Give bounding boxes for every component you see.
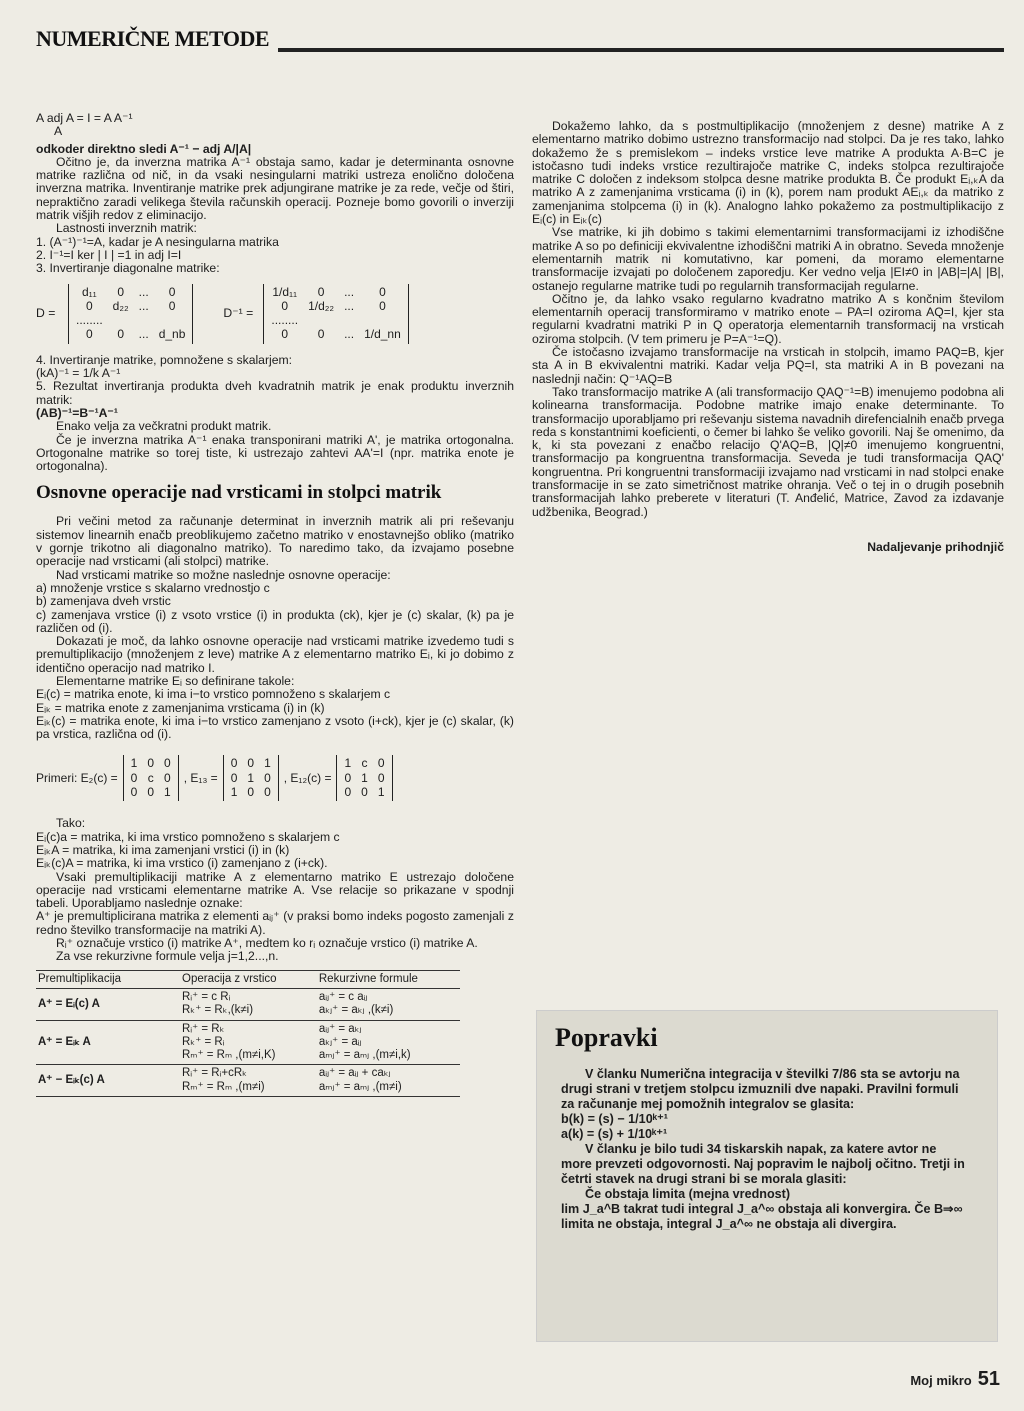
table-header: Rekurzivne formule xyxy=(317,970,460,988)
paragraph-dokazati: Dokazati je moč, da lahko osnovne operacije nad vrsticami matrike izvedemo tudi s premultiplikacijo (množenjem z leve) matrike A z elementarno matriko Eᵢ, ki jo dobimo z identično operacijo nad matriko I. xyxy=(36,634,514,675)
matrix-cell: ... xyxy=(138,327,149,342)
matrix-cell: 0 xyxy=(147,756,155,771)
matrix-cell: 1/d₂₂ xyxy=(308,298,335,313)
definition-3: Eᵢₖ(c) = matrika enote, ki ima i−to vrstico zamenjano z vsoto (i+ck), kjer je (c) skalar, (k) pa vrstica, različna od (i). xyxy=(36,713,514,742)
paragraph-pri: Pri večini metod za računanje determinat in inverznih matrik ali pri reševanju sistemov linearnih enačb preoblikujemo začetno matriko v enostavnejšo obliko (matriko v gornje trikotno ali diagonalno matriko). To naredimo tako, da izvajamo posebne operacije nad vrsticami (ali stolpci) matrike. xyxy=(36,514,514,569)
example-matrices xyxy=(36,755,514,801)
page-number: 51 xyxy=(977,1368,1000,1390)
matrix-cell: 0 xyxy=(130,785,138,800)
matrix-cell: 0 xyxy=(379,298,386,313)
table-row: A⁺ = Eᵢ(c) A Rᵢ⁺ = c Rᵢ Rₖ⁺ = Rₖ,(k≠i) aᵢⱼ⁺ = c aᵢⱼ aₖⱼ⁺ = aₖⱼ ,(k≠i) xyxy=(36,988,460,1020)
matrix-cell: 0 xyxy=(117,284,125,299)
diagonal-matrices xyxy=(36,284,514,344)
example-e12-label: , E₁₂(c) = xyxy=(283,770,332,785)
matrix-cell: 0 xyxy=(361,785,368,800)
matrix-cell: 0 xyxy=(130,770,138,785)
operation-b: b) zamenjava dveh vrstic xyxy=(36,594,171,609)
equation-k: (kA)⁻¹ = 1/k A⁻¹ xyxy=(36,366,121,381)
paragraph-vse: Vse matrike, ki jih dobimo s takimi elementarnimi transformacijami iz izhodiščne matrike A so po definiciji ekvivalentne izhodiščni matriki A in obratno. Seveda množenje elementarnih matrik ni komutativno, kar pomeni, da moramo elementarne transformacije izvajati po določenem zaporedju. Ker vedno velja |EI≠0 in |AB|=|A| |B|, ostanejo regularne matrike tudi po regularnih transformacijah regularne. xyxy=(532,225,1004,293)
definition-1: Eᵢ(c) = matrika enote, ki ima i−to vrstico pomnoženo s skalarjem c xyxy=(36,687,391,702)
matrix-dinv xyxy=(263,284,408,344)
matrix-cell: ... xyxy=(344,284,355,299)
matrix-d-label: D = xyxy=(36,306,56,320)
matrix-cell: 0 xyxy=(147,785,155,800)
matrix-cell: 0 xyxy=(164,770,171,785)
matrix-cell: 1 xyxy=(230,785,238,800)
magazine-name: Moj mikro xyxy=(910,1373,972,1388)
matrix-cell: 0 xyxy=(377,756,385,771)
matrix-cell: 1 xyxy=(361,770,368,785)
matrix-cell: d₁₁ xyxy=(81,284,97,299)
matrix-cell: ... xyxy=(344,298,355,313)
recursive-formulas-table xyxy=(36,970,460,1097)
matrix-cell: 0 xyxy=(117,327,125,342)
matrix-cell: c xyxy=(147,770,154,785)
example-label: Primeri: E₂(c) = xyxy=(36,770,118,785)
matrix-e2c xyxy=(123,755,179,801)
matrix-cell: 0 xyxy=(230,756,238,771)
operation-c: c) zamenjava vrstice (i) z vsoto vrstice (i) in produkta (ck), kjer je (c) skalar, (k) pa je različen od (i). xyxy=(36,607,514,635)
corrections-title: Popravki xyxy=(555,1023,658,1052)
table-header: Premultiplikacija xyxy=(36,970,180,988)
matrix-cell: ........ xyxy=(271,313,299,328)
tako-2: EᵢₖA = matrika, ki ima zamenjani vrstici (i) in (k) xyxy=(36,842,290,857)
formula-a: a(k) = (s) + 1/10ᵏ⁺¹ xyxy=(561,1127,668,1141)
matrix-cell: 0 xyxy=(379,284,386,299)
matrix-cell: 0 xyxy=(317,327,325,342)
matrix-cell: ... xyxy=(344,327,355,342)
corrections-body: V članku Numerična integracija v številki 7/86 sta se avtorju na drugi strani v tretjem stolpcu izmuznili dve napaki. Pravilni formuli za računanje mej pomožnih integralov se glasita: b(k) = (s) − 1/10ᵏ⁺¹ a(k) = (s) + 1/10ᵏ⁺¹ V članku je bilo tudi 34 tiskarskih napak, za katere avtor ne more prevzeti odgovornosti. Naj popravim le najbolj očitno. Tretji in četrti stavek na drugi strani bi se morala glasiti: Če obstaja limita (mejna vrednost) lim J_a^B takrat tudi integral J_a^∞ obstaja ali konvergira. Če B⇒∞ limita ne obstaja, integral J_a^∞ ne obstaja ali divergira. xyxy=(561,1067,967,1232)
matrix-cell: 1 xyxy=(164,785,171,800)
matrix-d xyxy=(68,284,193,344)
table-row: A⁺ = Eᵢₖ A Rᵢ⁺ = Rₖ Rₖ⁺ = Rᵢ Rₘ⁺ = Rₘ ,(m≠i,K) aᵢⱼ⁺ = aₖⱼ aₖⱼ⁺ = aᵢⱼ aₘⱼ⁺ = aₘⱼ ,(m≠i,k) xyxy=(36,1020,460,1065)
paragraph-ri: Rᵢ⁺ označuje vrstico (i) matrike A⁺, medtem ko rᵢ označuje vrstico (i) matrike A. xyxy=(56,936,478,951)
matrix-cell: 0 xyxy=(281,327,289,342)
page-header xyxy=(36,26,1004,58)
matrix-cell xyxy=(344,314,354,327)
formula-b: b(k) = (s) − 1/10ᵏ⁺¹ xyxy=(561,1112,668,1126)
matrix-e13 xyxy=(223,755,279,801)
table-row: A⁺ − Eᵢₖ(c) A Rᵢ⁺ = Rᵢ+cRₖ Rₘ⁺ = Rₘ ,(m≠i) aᵢⱼ⁺ = aᵢⱼ + caₖⱼ aₘⱼ⁺ = aₘⱼ ,(m≠i) xyxy=(36,1065,460,1097)
matrix-cell: 0 xyxy=(344,785,352,800)
right-column xyxy=(532,120,1004,554)
matrix-cell: 1/d_nn xyxy=(364,327,401,342)
matrix-cell: 0 xyxy=(85,298,93,313)
matrix-cell: 1 xyxy=(264,756,271,771)
paragraph-nad: Nad vrsticami matrike so možne naslednje osnovne operacije: xyxy=(56,567,391,582)
paragraph-ocitno-2: Očitno je, da lahko vsako regularno kvadratno matriko A s končnim številom elementarnih operacij transformiramo v matriko enote – PA=I oziroma AQ=I, kjer sta regularni kvadratni matriki P in Q operatorja elementarnih transformacij na vrsticah oziroma stolpcih. (V tem primeru je P=A⁻¹=Q). xyxy=(532,291,1004,346)
example-e13-label: , E₁₃ = xyxy=(183,770,218,785)
section-heading: Osnovne operacije nad vrsticami in stolpci matrik xyxy=(36,482,442,504)
property-4: 4. Invertiranje matrike, pomnožene s skalarjem: xyxy=(36,352,293,367)
matrix-cell: 0 xyxy=(247,785,255,800)
property-2: 2. I⁻¹=I ker | I | =1 in adj I=I xyxy=(36,247,182,262)
left-column xyxy=(36,108,514,1097)
matrix-cell: 0 xyxy=(85,327,93,342)
matrix-cell xyxy=(159,314,186,327)
property-3: 3. Invertiranje diagonalne matrike: xyxy=(36,261,220,276)
paragraph-dokazemo: Dokažemo lahko, da s postmultiplikacijo (množenjem z desne) matrike A z elementarno matriko dobimo ustrezno transformacijo nad stolpci. Da je res tako, lahko dokažemo že s premislekom – indeks vrstice leve matrike A produkta A·B=C je istočasno tudi indeks vrstice rezultirajoče matrike C, indeks stolpca rezultirajoče matrike C določen z indeksom stolpca desne matrike produkta B. Če produkt Eᵢ,ₖA da matriko A z zamenjanima vrsticama (i) in (k), porem nam produkt AEᵢ,ₖ da matriko z zamenjanima stolpcema (i) in (k). Analogno lahko pokažemo za postmultiplikacijo z Eᵢ(c) in Eᵢₖ(c) xyxy=(532,119,1004,227)
page-footer xyxy=(910,1368,1000,1391)
paragraph-vsaki: Vsaki premultiplikaciji matrike A z elementarno matriko E ustrezajo določene operacije nad vrsticami elementarne matrike A. Vse relacije so prikazane v spodnji tabeli. Uporabljamo naslednje oznake: xyxy=(36,869,514,911)
matrix-cell xyxy=(113,314,129,327)
matrix-e12c xyxy=(336,755,392,801)
equation-ab: (AB)⁻¹=B⁻¹A⁻¹ xyxy=(36,405,118,420)
matrix-cell: ... xyxy=(138,284,149,299)
matrix-cell: 0 xyxy=(164,756,171,771)
paragraph-tako-2: Tako transformacijo matrike A (ali transformacijo QAQ⁻¹=B) imenujemo podobna ali kolinearna transformacija. Podobne matrike imajo enake determinante. To transformacijo uporabljamo pri reševanju sistema navadnih direfencialnih enačb prvega reda s konstantnimi koeficienti, o čemer bi lahko še veliko govorili. Naj še omenimo, da k, ki sta povezani z enačbo relacijo Q'AQ=B, |Q|≠0 imenujemo kongruentni, transformacijo pa kongruentna transformacija. Seveda je tudi transformacija QAQ' kongruentna. Pri kongruentni transformaciji izvajamo nad vrsticami in nad stolpci enake transformacije in se zato simetričnost matrike ohranja. Več o tej in o drugih posebnih transformacijah lahko preberete v literaturi (T. Anđelić, Matrice, Zavod za izdavanje udžbenika, Beograd.) xyxy=(532,384,1004,519)
matrix-cell: 0 xyxy=(247,756,255,771)
table-header: Operacija z vrstico xyxy=(180,970,317,988)
matrix-cell: 0 xyxy=(264,770,271,785)
paragraph-za: Za vse rekurzivne formule velja j=1,2...,n. xyxy=(56,949,279,964)
matrix-dinv-label: D⁻¹ = xyxy=(223,306,254,320)
matrix-cell: ........ xyxy=(76,313,103,328)
matrix-cell xyxy=(364,314,401,327)
matrix-cell: 1/d₁₁ xyxy=(272,284,298,299)
paragraph-ocitno: Očitno je, da inverzna matrika A⁻¹ obstaja samo, kadar je determinanta osnovne matrike različna od nič, in da vsaki nesingularni matriki ustreza enolično določena inverzna matrika. Inventiranje matrike prek adjungirane matrike je za rede, večje od štiri, nepraktično zaradi velikega števila računskih operacij. Pozneje bomo govorili o inverziji matrik višjih redov z eliminacijo. xyxy=(36,154,514,223)
matrix-cell: 1 xyxy=(130,756,138,771)
paragraph-tako: Tako: xyxy=(56,816,86,831)
continued-note: Nadaljevanje prihodnjič xyxy=(867,539,1004,554)
section-title: NUMERIČNE METODE xyxy=(36,26,270,51)
matrix-cell: 0 xyxy=(317,284,325,299)
operation-a: a) množenje vrstice s skalarno vrednostjo c xyxy=(36,580,270,595)
paragraph-lastnosti: Lastnosti inverznih matrik: xyxy=(56,221,197,236)
matrix-cell: 0 xyxy=(281,298,289,313)
matrix-cell: 1 xyxy=(377,785,385,800)
matrix-cell: d_nb xyxy=(158,327,186,342)
matrix-cell: ... xyxy=(138,298,149,313)
paragraph-enako: Enako velja za večkratni produkt matrik. xyxy=(56,419,272,434)
tako-1: Eᵢ(c)a = matrika, ki ima vrstico pomnoženo s skalarjem c xyxy=(36,829,340,844)
matrix-cell: 0 xyxy=(344,770,352,785)
matrix-cell: 0 xyxy=(377,770,385,785)
matrix-cell: 0 xyxy=(264,785,271,800)
property-1: 1. (A⁻¹)⁻¹=A, kadar je A nesingularna matrika xyxy=(36,234,279,249)
matrix-cell: 0 xyxy=(168,284,176,299)
tako-3: Eᵢₖ(c)A = matrika, ki ima vrstico (i) zamenjano z (i+ck). xyxy=(36,856,328,871)
paragraph-ortogonalna: Če je inverzna matrika A⁻¹ enaka transponirani matriki A', je matrika ortogonalna. Ortogonalne matrike so torej tiste, ki ustrezajo zahtevi AA'=I (npr. matrika enote je ortogonalna). xyxy=(36,432,514,474)
matrix-cell xyxy=(139,314,149,327)
equation-adj: A adj A = I = A A⁻¹ A xyxy=(36,111,133,139)
definition-2: Eᵢₖ = matrika enote z zamenjanima vrsticama (i) in (k) xyxy=(36,700,325,715)
paragraph-aplus: A⁺ je premultiplicirana matrika z elementi aᵢⱼ⁺ (v praksi bomo indeks pogosto zamenjali z redno številko transformacije na matriki A). xyxy=(36,909,514,937)
equation-sledi: odkoder direktno sledi A⁻¹ − adj A/|A| xyxy=(36,141,252,156)
matrix-cell xyxy=(308,314,334,327)
paragraph-elementarne: Elementarne matrike Eᵢ so definirane takole: xyxy=(56,673,295,688)
matrix-cell: 0 xyxy=(168,298,176,313)
matrix-cell: d₂₂ xyxy=(112,298,129,313)
paragraph-ce: Če istočasno izvajamo transformacije na vrsticah in stolpcih, imamo PAQ=B, kjer sta A in B ekvivalentni matriki. Kadar velja PQ=I, sta matriki A in B povezani na naslednji način: Q⁻¹AQ=B xyxy=(532,345,1004,386)
matrix-cell: 0 xyxy=(230,770,238,785)
matrix-cell: 1 xyxy=(247,770,255,785)
matrix-cell: 1 xyxy=(344,756,352,771)
header-rule xyxy=(278,48,1004,52)
corrections-box xyxy=(536,1010,998,1342)
matrix-cell: c xyxy=(361,756,368,771)
property-5: 5. Rezultat invertiranja produkta dveh kvadratnih matrik je enak produktu inverznih matrik: xyxy=(36,379,514,407)
